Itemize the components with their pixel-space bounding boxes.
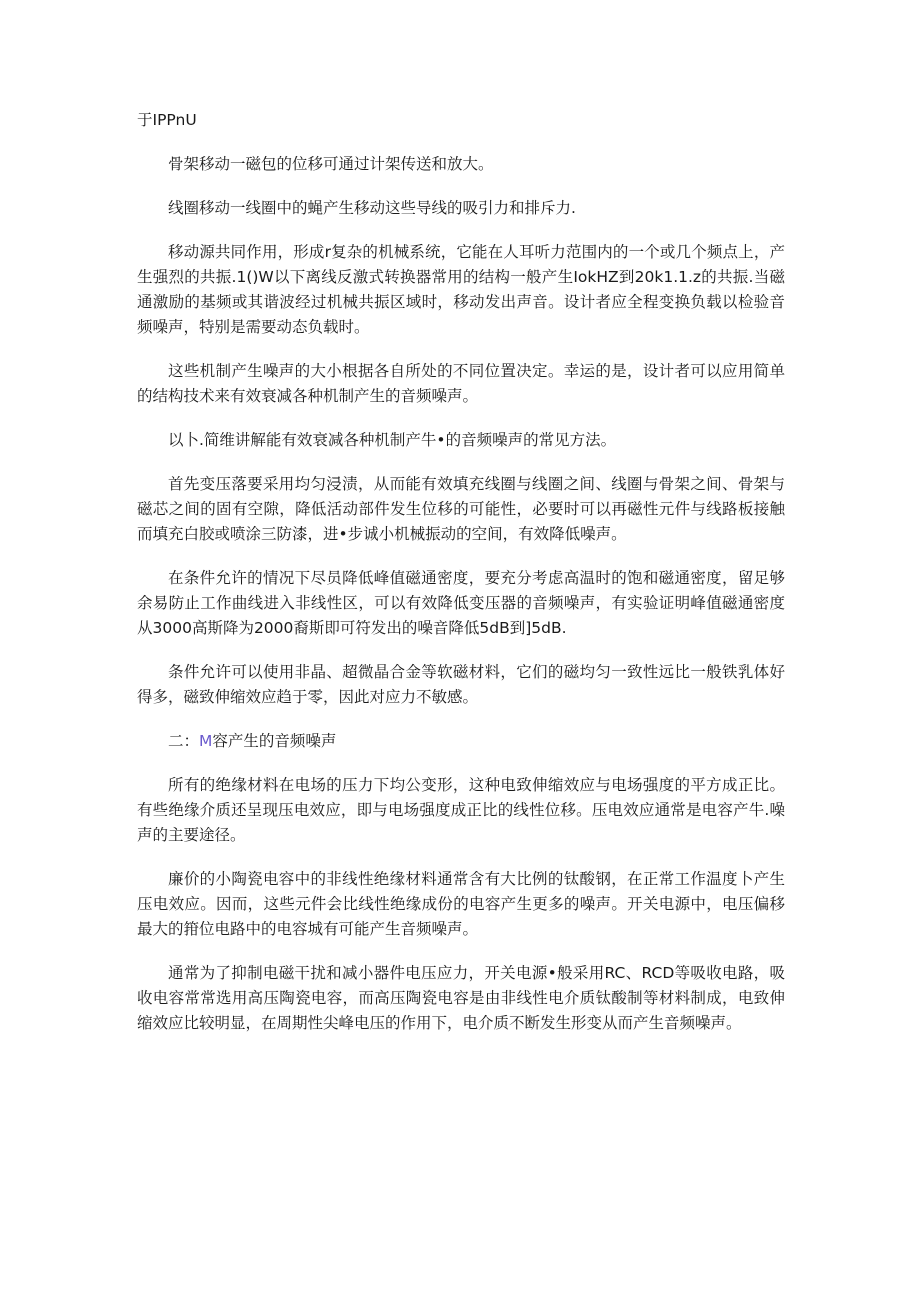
document-body — [137, 108, 785, 1055]
section-heading-suffix: 容产生的音频噪声 — [212, 732, 337, 750]
paragraph: 骨架移动一磁包的位移可通过计架传送和放大。 — [168, 155, 494, 173]
paragraph-fragment: 于IPPnU — [137, 111, 197, 129]
paragraph: 这些机制产生噪声的大小根据各自所处的不同位置决定。幸运的是，设计者可以应用简单的结构技术来有效衰减各种机制产生的音频噪声。 — [137, 362, 785, 405]
paragraph: 首先变压落要采用均匀浸渍，从而能有效填充线圈与线圈之间、线圈与骨架之间、骨架与磁芯之间的固有空隙，降低活动部件发生位移的可能性，必要时可以再磁性元件与线路板接触而填充白胶或喷涂三防漆，进•步诚小机械振动的空间，有效降低噪声。 — [137, 475, 785, 543]
paragraph: 线圈移动一线圈中的蝇产生移动这些导线的吸引力和排斥力. — [168, 199, 576, 217]
paragraph: 廉价的小陶瓷电容中的非线性绝缘材料通常含有大比例的钛酸钢，在正常工作温度卜产生压电效应。因而，这些元件会比线性绝缘成份的电容产生更多的噪声。开关电源中，电压偏移最大的箝位电路中的电容城有可能产生音频噪声。 — [137, 870, 785, 938]
paragraph: 移动源共同作用，形成r复杂的机械系统，它能在人耳听力范围内的一个或几个频点上，产生强烈的共振.1()W以下离线反激式转换器常用的结构一般产生IokHZ到20k1.1.z的共振.当磁通激励的基频或其谐波经过机械共振区域时，移动发出声音。设计者应全程变换负载以检验音频噪声，特别是需要动态负载时。 — [137, 243, 785, 336]
paragraph: 所有的绝缘材料在电场的压力下均公变形，这种电致伸缩效应与电场强度的平方成正比。有些绝缘介质还呈现压电效应，即与电场强度成正比的线性位移。压电效应通常是电容产牛.噪声的主要途径。 — [137, 776, 785, 844]
paragraph: 在条件允许的情况下尽员降低峰值磁通密度，要充分考虑高温时的饱和磁通密度，留足够余易防止工作曲线进入非线性区，可以有效降低变压器的音频噪声，有实验证明峰值磁通密度从3000高斯降为2000裔斯即可符发出的噪音降低5dB到]5dB. — [137, 569, 785, 637]
section-heading — [137, 729, 785, 754]
paragraph: 以卜.简维讲解能有效衰减各种机制产牛•的音频噪声的常见方法。 — [168, 431, 617, 449]
section-heading-prefix: 二： — [168, 732, 200, 750]
section-heading-accent: M — [199, 732, 213, 750]
paragraph: 条件允许可以使用非晶、超微晶合金等软磁材料，它们的磁均匀一致性远比一般铁乳体好得多，磁致伸缩效应趋于零，因此对应力不敏感。 — [137, 663, 785, 706]
paragraph: 通常为了抑制电磁干扰和减小器件电压应力，开关电源•般采用RC、RCD等吸收电路，吸收电容常常选用高压陶瓷电容，而高压陶瓷电容是由非线性电介质钛酸制等材料制成，电致伸缩效应比较明显，在周期性尖峰电压的作用下，电介质不断发生形变从而产生音频噪声。 — [137, 964, 785, 1032]
